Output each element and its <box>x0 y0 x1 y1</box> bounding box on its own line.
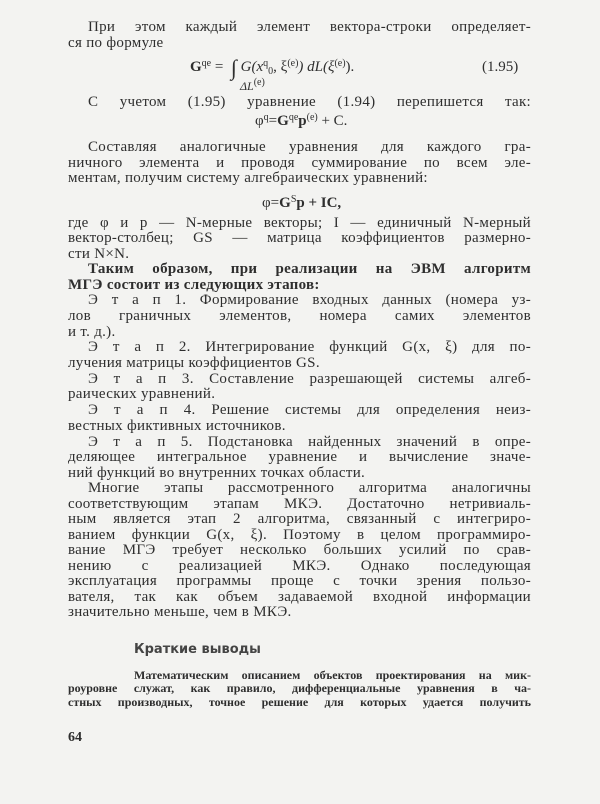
stage-2: Э т а п 2. Интегрирование функций G(x, ξ) для по- <box>88 339 531 355</box>
text-line: сти N×N. <box>68 246 130 262</box>
text-line: где φ и p — N-мерные векторы; I — единичный N-мерный <box>68 215 531 231</box>
integral-sign: ∫ <box>230 55 237 80</box>
text-line: ванием функции G(x, ξ). Поэтому в целом программиро- <box>68 527 531 543</box>
formula-1-95 <box>190 55 355 80</box>
text-line: МГЭ состоит из следующих этапов: <box>68 277 320 293</box>
text-line: значительно меньше, чем в МКЭ. <box>68 604 292 620</box>
formula-text: 0 <box>268 66 274 77</box>
integral-domain: ΔL$^{(e)}$ <box>240 77 265 93</box>
text-line: вестных фиктивных источников. <box>68 418 286 434</box>
summary-line: роуровне служат, как правило, дифференциальные уравнения в ча- <box>68 681 531 695</box>
text-line: Таким образом, при реализации на ЭВМ алгоритм <box>88 261 531 277</box>
text-line: лов граничных элементов, номера самих элементов <box>68 308 531 324</box>
formula-text: (e) <box>334 58 346 69</box>
formula-text: q <box>263 58 269 69</box>
text-line: ся по формуле <box>68 35 164 51</box>
formula-text: G <box>190 59 202 75</box>
text-line: деляющее интегральное уравнение и вычисление значе- <box>68 449 531 465</box>
text-line: ментам, получим систему алгебраических уравнений: <box>68 170 428 186</box>
stage-3: Э т а п 3. Составление разрешающей системы алгеб- <box>88 371 531 387</box>
stage-5: Э т а п 5. Подстановка найденных значений в опре- <box>88 434 531 450</box>
text-line: Многие этапы рассмотренного алгоритма аналогичны <box>88 480 531 496</box>
summary-line: стных производных, точное решение для которых удается получить <box>68 695 531 709</box>
text-line: нению с реализацией МКЭ. Однако последующая <box>68 558 531 574</box>
formula-text: qe <box>201 58 212 69</box>
text-line: С учетом (1.95) уравнение (1.94) перепишется так: <box>88 94 531 110</box>
text-line: При этом каждый элемент вектора-строки определяет- <box>88 19 531 35</box>
text-line: ний функций во внутренних точках области. <box>68 465 366 481</box>
text-line: вателя, так как объем задаваемой входной информации <box>68 589 531 605</box>
text-line: ным является этап 2 алгоритма, связанный с интегриро- <box>68 511 531 527</box>
stage-1: Э т а п 1. Формирование входных данных (номера уз- <box>88 292 531 308</box>
formula-phi-q: $\varphi^q=G^{qe}p^{(e)} + C$. <box>255 112 348 129</box>
stage-4: Э т а п 4. Решение системы для определения неиз- <box>88 402 531 418</box>
text-line: вектор-столбец; GS — матрица коэффициентов размерно- <box>68 230 531 246</box>
section-heading: Краткие выводы <box>134 642 261 657</box>
text-line: лучения матрицы коэффициентов GS. <box>68 355 320 371</box>
summary-line: Математическим описанием объектов проектирования на мик- <box>134 668 531 682</box>
text-line: вание МГЭ требует несколько больших усилий по срав- <box>68 542 531 558</box>
formula-text: G(x <box>240 59 264 75</box>
formula-text: ) dL(ξ <box>298 59 335 75</box>
formula-text: = <box>214 59 224 75</box>
text-line: Составляя аналогичные уравнения для каждого гра- <box>88 139 531 155</box>
text-line: эксплуатация программы проще с точки зрения пользо- <box>68 573 531 589</box>
text-line: и т. д.). <box>68 324 116 340</box>
text-line: раических уравнений. <box>68 386 216 402</box>
text-line: ничного элемента и проводя суммирование по всем эле- <box>68 155 531 171</box>
formula-system: $\varphi=G^Sp$ + IC, <box>262 194 342 211</box>
equation-number: (1.95) <box>482 59 519 75</box>
formula-text: (e) <box>287 58 299 69</box>
formula-text: , ξ <box>273 59 288 75</box>
text-line: соответствующим этапам МКЭ. Достаточно нетривиаль- <box>68 496 531 512</box>
page-number: 64 <box>68 730 82 745</box>
formula-text: ). <box>345 59 355 75</box>
